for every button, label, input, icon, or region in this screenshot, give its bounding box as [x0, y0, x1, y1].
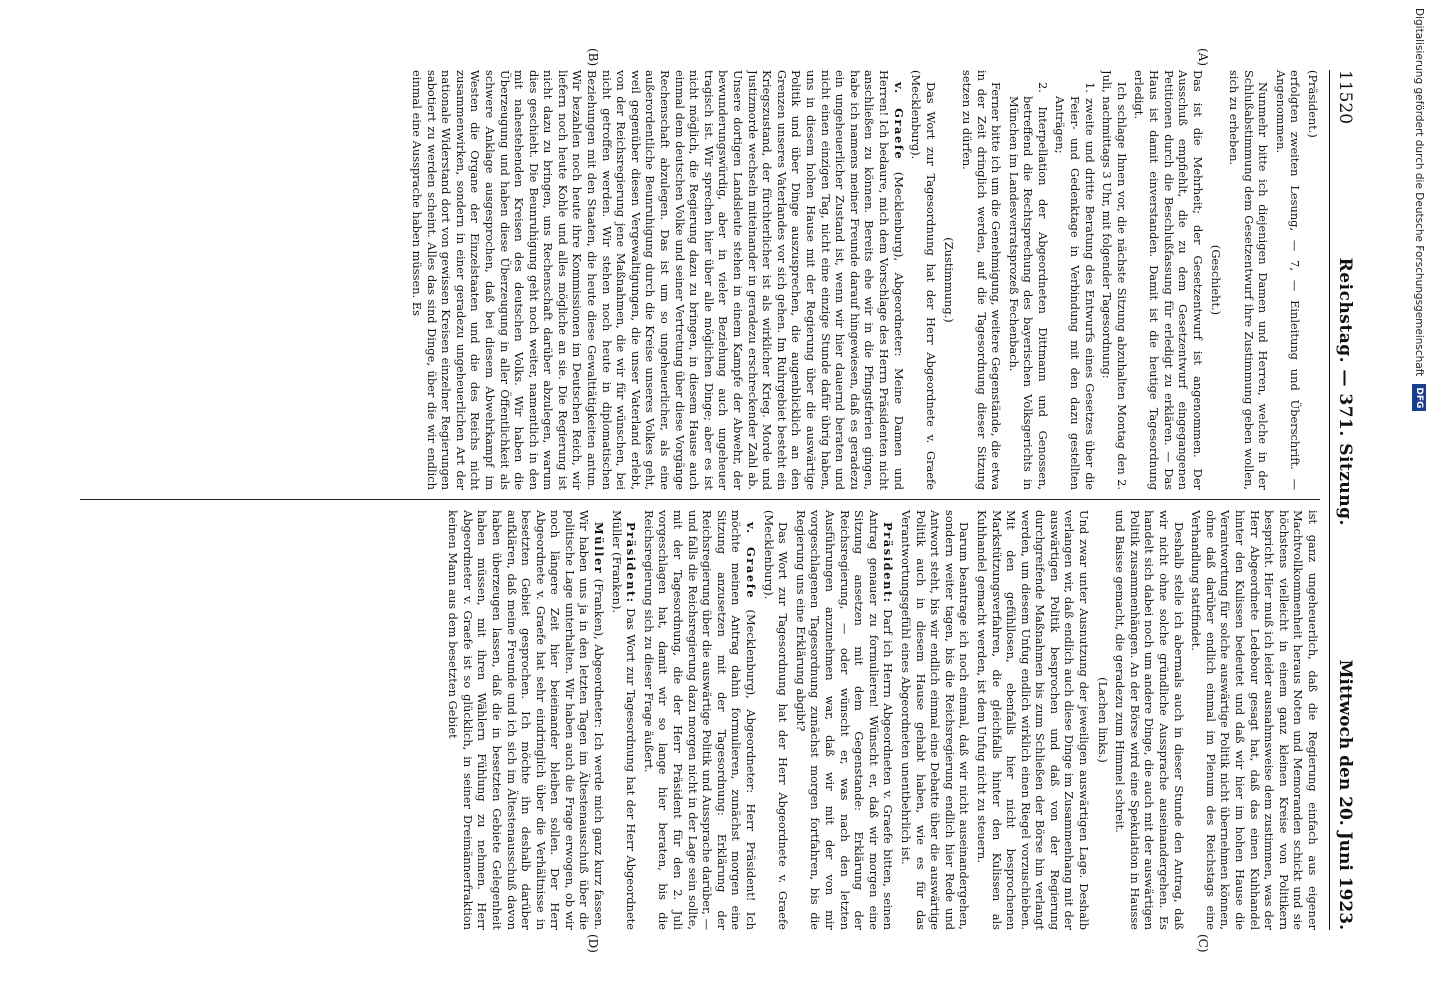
speech	[641, 510, 758, 930]
paragraph: Das Wort zur Tagesordnung hat der Herr Abgeordnete v. Graefe (Mecklenburg).	[909, 70, 938, 490]
speech	[609, 510, 638, 930]
speech-text: (Franken), Abgeordneter: Ich werde mich ganz kurz fassen. Wir haben uns ja in den letzten Tagen im Ältestenausschuß über die politische Lage unterhalten. Wir haben auch die Frage erwogen, ob wir noch längere Zeit hier beieinander bleiben sollen. Der Herr Abgeordnete v. Graefe hat sehr eindringlich über die Verhältnisse in besetzten Gebiet gesprochen. Ich möchte ihn deshalb darüber aufklären, daß meine Freunde und ich sich im Ältestenausschuß davon haben überzeugen lassen, daß die in besetzten Gebiete Gelegenheit haben müssen, mit ihren Wählern Fühlung zu nehmen. Herr Abgeordneter v. Graefe ist so glücklich, in seiner Dreimännerfraktion keinen Mann aus dem besetzten Gebiet	[446, 510, 607, 930]
speaker-name: Präsident:	[881, 522, 896, 604]
running-title: Reichstag. — 371. Sitzung.	[1335, 257, 1355, 526]
speech-text: (Mecklenburg), Abgeordneter: Meine Damen und Herren! Ich bedaure, mich dem Vorschlage des Herrn Präsidenten nicht anschließen zu können. Bereits ehe wir in die Pfingstferien gingen, habe ich namens meiner Freunde darauf hingewiesen, daß es geradezu ein ungeheuerlicher Zustand ist, wenn wir hier dauernd beraten und nicht einen einzigen Tag, nicht eine einzige Stunde dafür übrig haben, uns in diesem hohen Hause mit der Regierung über die auswärtige Politik und über Dinge auszusprechen, die augenblicklich an den Grenzen unseres Vaterlandes vor sich gehen. Im Ruhrgebiet besteht ein Kriegszustand, der fürchterlicher ist als wirklicher Krieg. Morde und Justizmorde wechseln miteinander in geradezu erschreckender Zahl ab. Unsere dortigen Landsleute stehen in einem Kampfe der Abwehr, der bewunderungswürdig, aber in vieler Beziehung auch ungeheuer tragisch ist. Wir sprechen hier über alle möglichen Dinge; aber es ist nicht möglich, die Regierung dazu zu bringen, in diesem Hause auch einmal dem deutschen Volke und seiner Vertretung über diese Vorgänge Rechenschaft abzulegen. Das ist um so ungeheuerlicher, als eine außerordentliche Beunruhigung durch die Kreise unseres Volkes geht, weil gegenüber diesen Vergewaltigungen, die unser Vaterland erlebt, von der Reichsregierung jene Maßnahmen, die wir für wünschen, bei nicht getroffen werden. Wir stehen noch heute in diplomatischen Beziehungen mit den Staaten, die heute diese Gewalttätigkeiten antun. Wir bezahlen noch heute ihre Kommissionen im Deutschen Reich, wir liefern noch heute Kohle und alles mögliche an sie. Die Regierung ist nicht dazu zu bringen, uns Rechenschaft darüber abzulegen, warum dies geschieht. Die Beunruhigung geht noch weiter, namentlich in den mit nahestehenden Kreisen des deutschen Volks. Wir haben die Überzeugung und haben diese Überzeugung in aller Öffentlichkeit als schwere Anklage ausgesprochen, daß bei diesem Abwehrkampf im Westen die Organe der Einzelstaaten und die des Reichs nicht zusammenwirken, sondern in einer geradezu ungeheuerlichen Art der nationale Widerstand dort von gewissen Kreisen einzelner Regierungen sabotiert zu werden scheint. Alles das sind Dinge, über die wir endlich einmal eine Aussprache haben müssen. Es	[409, 70, 906, 490]
speaker-name: Präsident:	[624, 522, 639, 604]
speaker-name: v. Graefe	[891, 82, 906, 161]
speech-text: Das Wort zur Tagesordnung hat der Herr Abgeordnete Müller (Franken).	[609, 510, 639, 930]
page-number: 11520	[1335, 70, 1355, 125]
margin-marker-c: (C)	[1196, 934, 1210, 953]
paragraph: Deshalb stelle ich abermals auch in dieser Stunde den Antrag, daß wir nicht ohne solche gründliche Aussprache auseinandergehen. Es handelt sich dabei noch um andere Dinge, die auch mit der auswärtigen Politik zusammenhängen. An der Börse wird eine Spekulation in Hausse und Baisse gemacht, die geradezu zum Himmel schreit.	[1113, 510, 1186, 930]
paragraph: Das ist die Mehrheit; der Gesetzentwurf ist angenommen. Der Ausschuß empfiehlt, die zu dem Gesetzentwurf eingegangenen Petitionen durch die Beschlußfassung für erledigt zu erklären. — Das Haus ist damit einverstanden. Damit ist die heutige Tagesordnung erledigt.	[1132, 70, 1205, 490]
reaction: (Geschieht.)	[1209, 244, 1224, 316]
paragraph: Ferner bitte ich um die Genehmigung, weitere Gegenstände, die etwa in der Zeit dringlich werden, auf die Tagesordnung dieser Sitzung setzen zu dürfen.	[959, 70, 1004, 490]
column-rule	[80, 499, 1320, 500]
credit-text: Digitalisierung gefördert durch die Deutsche Forschungsgemeinschaft	[1413, 8, 1425, 377]
paragraph: Darum beantrage ich noch einmal, daß wir nicht auseinandergehen, sondern weiter tagen, bis die Reichsregierung endlich hier Rede und Antwort steht, bis wir endlich einmal eine Debatte über die auswärtige Politik auch in diesem Hause gehabt haben, wie es für das Verantwortungsgefühl eines Abgeordneten unentbehrlich ist.	[898, 510, 972, 930]
speech-text: Darf ich Herrn Abgeordneten v. Graefe bitten, seinen Antrag genauer zu formulieren! Wünscht er, daß wir morgen eine Sitzung ansetzen mit dem Gegenstande: Erklärung der Reichsregierung, — oder wünscht er, was nach den letzten Ausführungen anzunehmen war, daß wir mit der von mir vorgeschlagenen Tagesordnung zunächst morgen fortfahren, bis die Regierung uns eine Erklärung abgibt?	[793, 510, 896, 930]
margin-marker-a: (A)	[1196, 48, 1210, 67]
speech-text: (Mecklenburg), Abgeordneter: Herr Präsident! Ich möchte meinen Antrag dahin formulieren, zunächst morgen eine Sitzung anzusetzen mit der Tagesordnung: Erklärung der Reichsregierung über die auswärtige Politik und Aussprache darüber, — und falls die Reichsregierung dazu morgen nicht in der Lage sein sollte, mit der Tagesordnung, die der Herr Präsident für den 2. Juli vorgeschlagen hat, damit wir so lange hier beraten, bis die Reichsregierung sich zu dieser Frage äußert.	[641, 510, 759, 930]
scanned-page	[60, 48, 1360, 953]
right-column	[80, 510, 1320, 930]
speech	[409, 70, 905, 490]
speech	[446, 510, 607, 930]
paragraph: Ich schlage Ihnen vor, die nächste Sitzung abzuhalten Montag den 2. Juli, nachmittags 3 Uhr, mit folgender Tagesordnung:	[1100, 70, 1129, 490]
credit-line	[1411, 8, 1427, 993]
speaker-tag: (Präsident.)	[1306, 70, 1320, 138]
speaker-name: v. Graefe	[744, 522, 759, 600]
dfg-logo: DFG	[1412, 384, 1426, 411]
paragraph: Das Wort zur Tagesordnung hat der Herr Abgeordnete v. Graefe (Mecklenburg).	[761, 510, 791, 930]
reaction: (Zustimmung.)	[942, 237, 957, 323]
paragraph: Nunmehr bitte ich diejenigen Damen und Herren, welche in der Schlußabstimmung dem Gesetzentwurf ihre Zustimmung geben wollen, sich zu erheben.	[1227, 70, 1271, 490]
margin-marker-d: (D)	[586, 934, 600, 953]
page-header	[1329, 70, 1360, 930]
reaction: (Lachen links.)	[1095, 677, 1110, 763]
digitization-credit	[1411, 8, 1427, 993]
speech	[793, 510, 895, 930]
paragraph: Und zwar unter Ausnutzung der jeweiligen auswärtigen Lage. Deshalb verlangen wir, daß endlich auch diese Dinge im Zusammenhang mit der auswärtigen Politik besprochen und daß von der Regierung durchgreifende Maßnahmen bis zum Schließen der Börse hin verlangt werden, um diesem Unfug endlich wirklich einen Riegel vorzuschieben. Mit den gefühllosen, ebenfalls hier nicht besprochenen Markstützungsverfahren, die gleichfalls hinter den Kulissen als Kuhhandel gemacht werden, ist dem Unfug nicht zu steuern.	[974, 510, 1092, 930]
paragraph: ist ganz ungeheuerlich, daß die Regierung einfach aus eigener Machtvollkommenheit heraus Noten und Memoranden schickt und sie höchstens vielleicht in einem ganz kleinen Kreise von Politikern bespricht. Hier muß ich leider ausnahmsweise dem zustimmen, was der Herr Abgeordnete Ledebour gesagt hat, daß das einen Kuhhandel hinter den Kulissen bedeutet und daß wir hier im hohen Hause die Verantwortung für solche auswärtige Politik nicht übernehmen können, ohne daß darüber endlich einmal im Plenum des Reichstags eine Verhandlung stattfindet.	[1189, 510, 1320, 930]
paragraph: erfolgten zweiten Lesung, — 7, — Einleitung und Überschrift. — Angenommen.	[1273, 70, 1303, 490]
session-date: Mittwoch den 20. Juni 1923.	[1335, 659, 1355, 930]
margin-marker-b: (B)	[586, 48, 600, 67]
agenda-item: 2. Interpellation der Abgeordneten Dittmann und Genossen, betreffend die Rechtsprechung des bayerischen Volksgerichts in München im Landesverratsprozeß Fechenbach.	[1006, 82, 1050, 490]
speaker-name: Müller	[592, 522, 607, 575]
left-column	[80, 70, 1320, 490]
agenda-item: 1. zweite und dritte Beratung des Entwurfs eines Gesetzes über die Feier- und Gedenktage in Verbindung mit den dazu gestellten Anträgen;	[1053, 82, 1097, 490]
